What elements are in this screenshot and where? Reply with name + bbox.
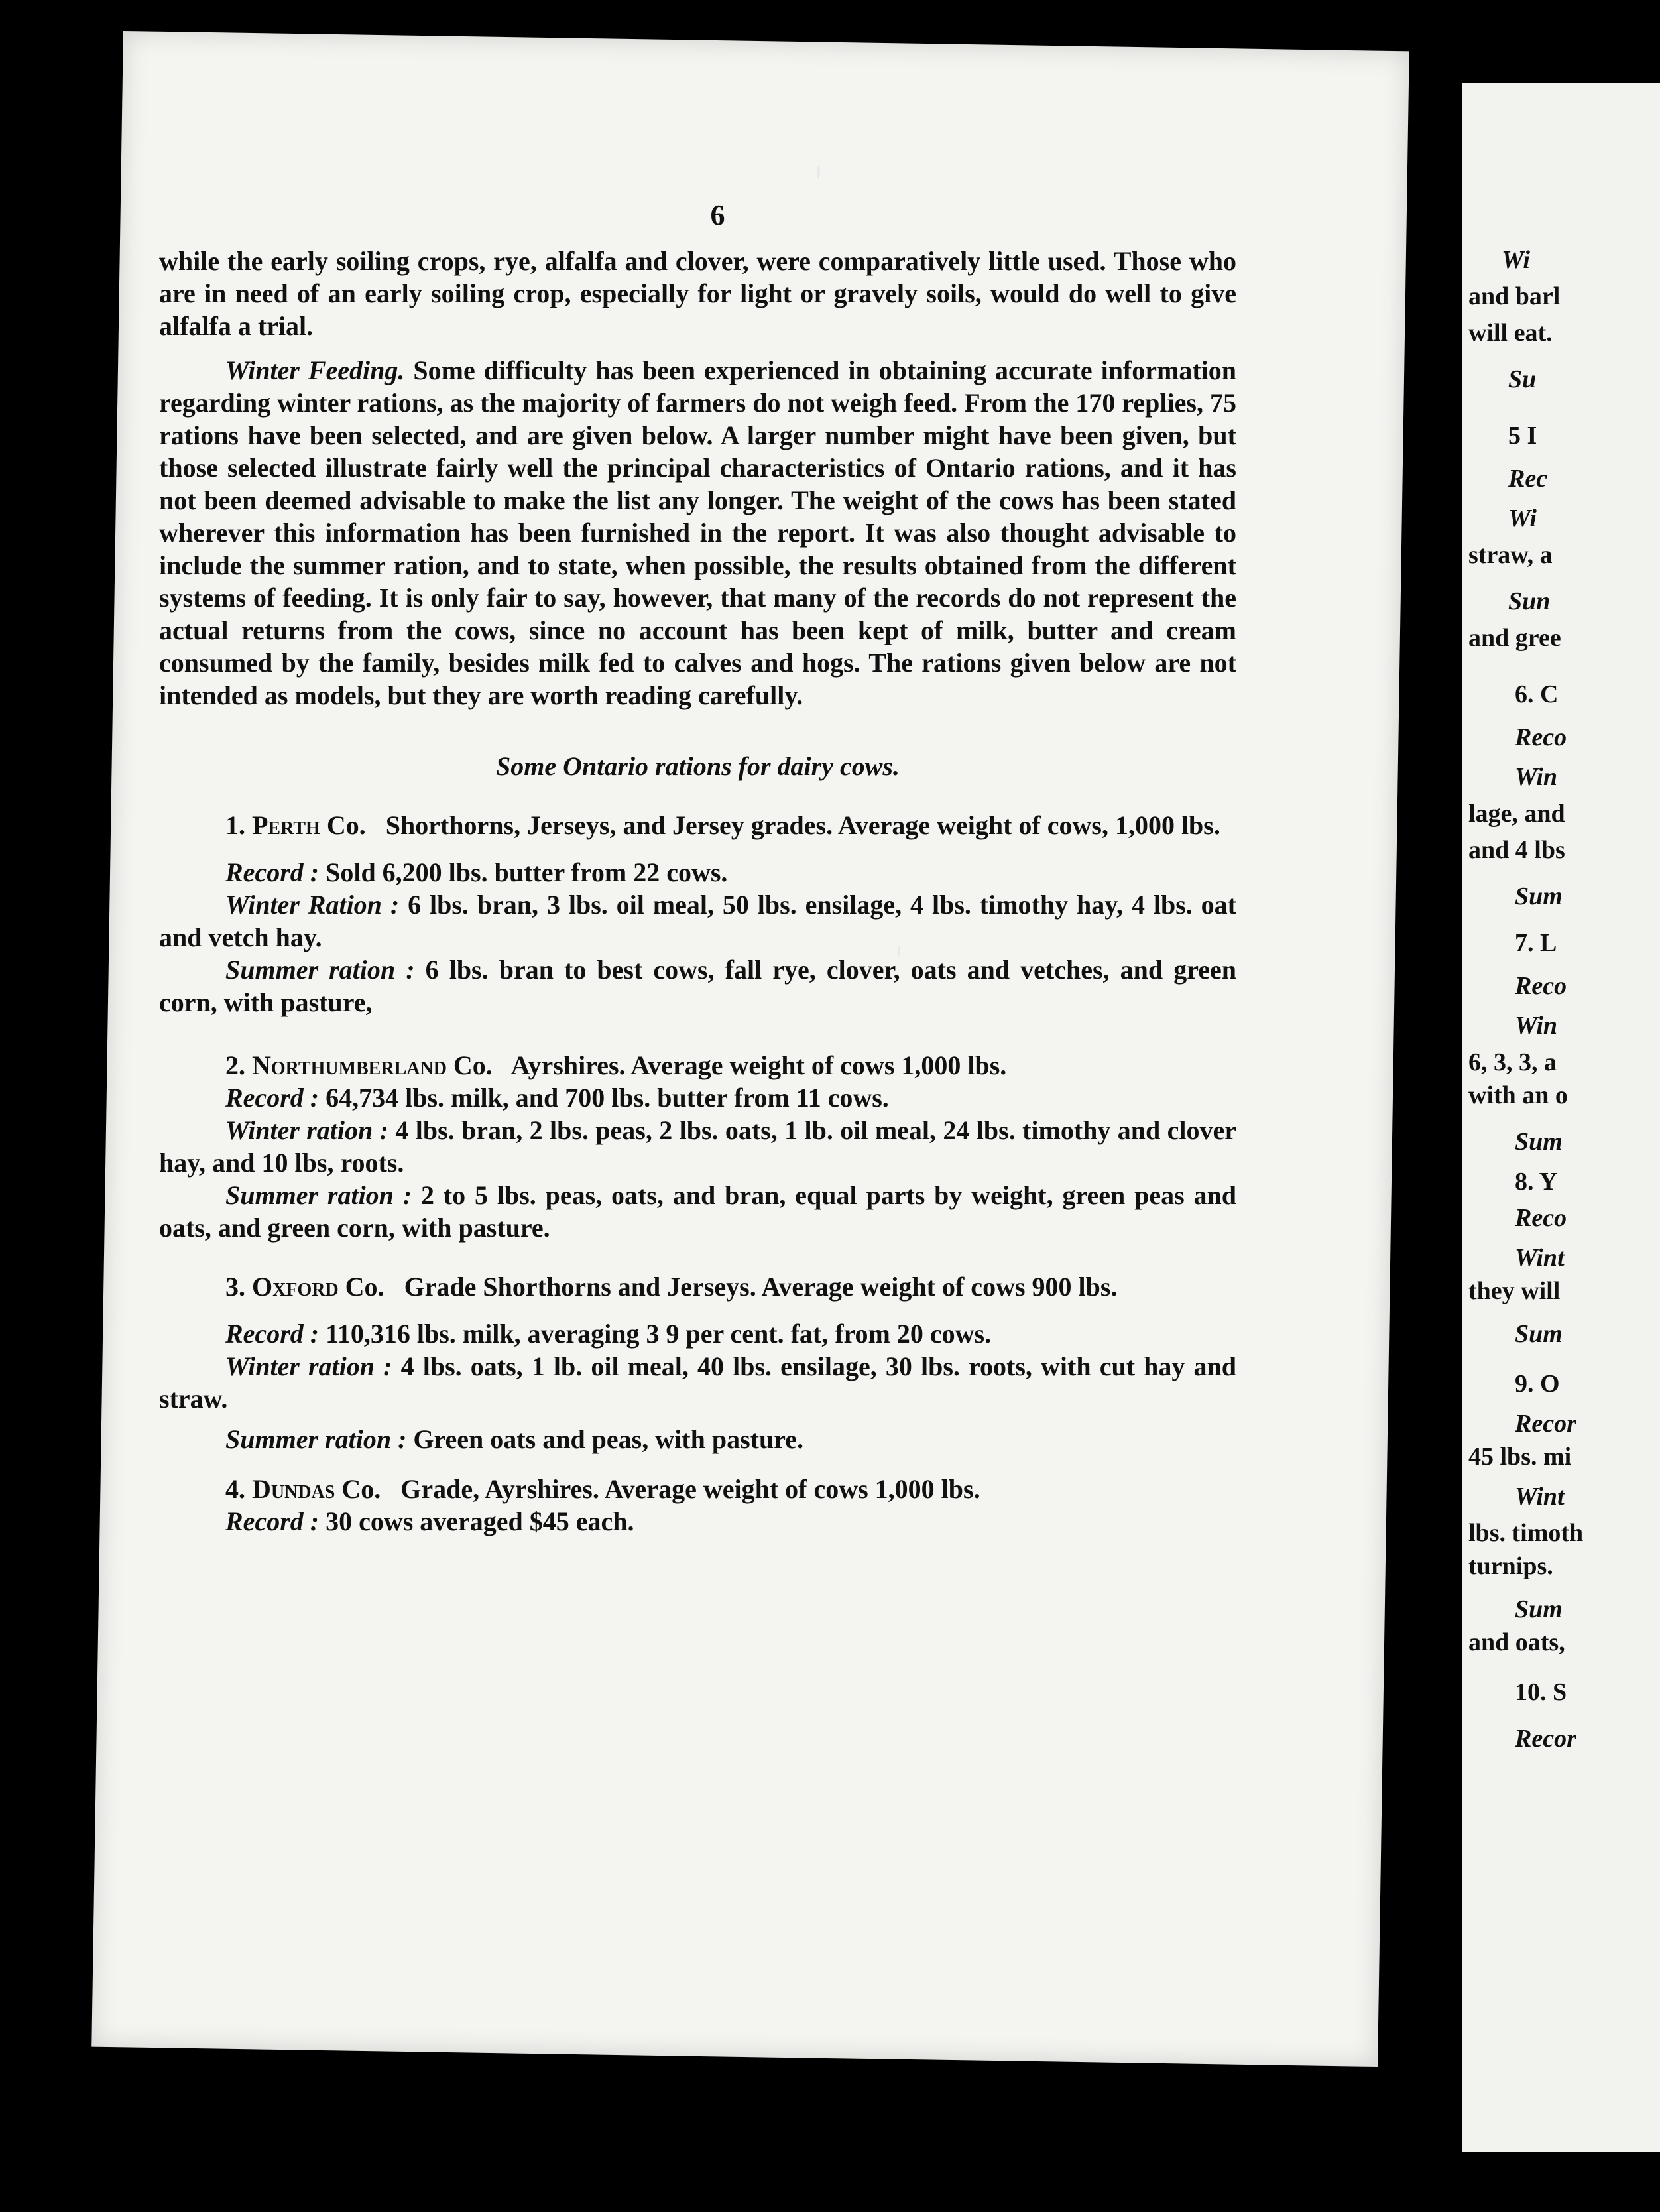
- facing-page-text-fragment: 7. L: [1515, 929, 1557, 957]
- entry-heading: [159, 1270, 1236, 1303]
- facing-page-text-fragment: 10. S: [1515, 1678, 1567, 1706]
- winter-text: 4 lbs. oats, 1 lb. oil meal, 40 lbs. ensilage, 30 lbs. roots, with cut hay and straw.: [159, 1351, 1237, 1414]
- ration-entry: [159, 1049, 1236, 1244]
- facing-page-text-fragment: Reco: [1515, 1204, 1567, 1232]
- entry-number: 1.: [225, 810, 245, 840]
- ration-entry: [159, 1473, 1236, 1538]
- facing-page-text-fragment: Wi: [1502, 246, 1530, 274]
- facing-page-text-fragment: Recor: [1515, 1725, 1576, 1752]
- summer-label: Summer ration :: [225, 1424, 407, 1454]
- entry-description: Grade, Ayrshires. Average weight of cows 1,000 lbs.: [400, 1474, 980, 1504]
- facing-page-text-fragment: Recor: [1515, 1410, 1576, 1438]
- facing-page-text-fragment: Win: [1515, 1012, 1558, 1040]
- ration-entry: [159, 809, 1236, 1018]
- entry-county: Oxford: [252, 1272, 339, 1302]
- entry-record: [159, 1505, 1236, 1538]
- summer-text: 2 to 5 lbs. peas, oats, and bran, equal parts by weight, green peas and oats, and green corn, with pasture.: [159, 1180, 1237, 1243]
- record-label: Record :: [225, 1319, 320, 1349]
- facing-page-text-fragment: Win: [1515, 763, 1558, 791]
- facing-page-text-fragment: Reco: [1515, 723, 1567, 751]
- summer-text: 6 lbs. bran to best cows, fall rye, clover, oats and vetches, and green corn, with pasture,: [159, 955, 1236, 1017]
- intro-paragraph: while the early soiling crops, rye, alfalfa and clover, were comparatively little used. Those who are in need of an early soiling crop, especially for light or gravely soils, would do well to give alfalfa a trial.: [159, 246, 1236, 341]
- facing-page-text-fragment: Reco: [1515, 972, 1567, 1000]
- facing-page-text-fragment: Su: [1508, 365, 1537, 393]
- facing-page-text-fragment: will eat.: [1468, 319, 1553, 347]
- facing-page-fragment: [1462, 83, 1660, 2152]
- page-text: [159, 199, 1236, 1538]
- entry-record: [159, 856, 1236, 889]
- summer-label: Summer ration :: [225, 1180, 412, 1210]
- entry-heading: [159, 1049, 1236, 1081]
- entry-co: Co.: [453, 1050, 493, 1080]
- record-text: 110,316 lbs. milk, averaging 3 9 per cent. fat, from 20 cows.: [326, 1319, 992, 1349]
- scan-speck: [817, 164, 820, 179]
- facing-page-text-fragment: Wi: [1508, 505, 1537, 532]
- winter-feeding-paragraph: [159, 354, 1236, 711]
- entry-number: 2.: [225, 1050, 245, 1080]
- record-text: Sold 6,200 lbs. butter from 22 cows.: [326, 857, 728, 887]
- entry-heading: [159, 1473, 1236, 1505]
- summer-text: Green oats and peas, with pasture.: [413, 1424, 803, 1454]
- facing-page-text-fragment: 45 lbs. mi: [1468, 1443, 1572, 1471]
- entry-summer: [159, 1423, 1236, 1455]
- facing-page-text-fragment: they will: [1468, 1277, 1561, 1305]
- section-title: Some Ontario rations for dairy cows.: [496, 751, 900, 781]
- facing-page-text-fragment: Rec: [1508, 465, 1548, 493]
- page-gutter: [1439, 66, 1465, 2155]
- facing-page-text-fragment: lbs. timoth: [1468, 1519, 1584, 1547]
- facing-page-text-fragment: and barl: [1468, 282, 1561, 310]
- entry-description: Grade Shorthorns and Jerseys. Average weight of cows 900 lbs.: [404, 1272, 1118, 1302]
- entry-co: Co.: [326, 810, 366, 840]
- entry-number: 3.: [225, 1272, 245, 1302]
- ration-entry: [159, 1270, 1236, 1455]
- entry-record: [159, 1081, 1236, 1114]
- entry-winter: [159, 1350, 1236, 1415]
- facing-page-text-fragment: 6. C: [1515, 680, 1559, 708]
- winter-feeding-heading: Winter Feeding.: [225, 355, 405, 385]
- entry-winter: [159, 889, 1236, 953]
- facing-page-text-fragment: Sum: [1515, 1320, 1563, 1348]
- record-text: 30 cows averaged $45 each.: [326, 1506, 634, 1536]
- entry-description: Shorthorns, Jerseys, and Jersey grades. Average weight of cows, 1,000 lbs.: [385, 810, 1220, 840]
- page-number: 6: [710, 199, 725, 231]
- facing-page-text-fragment: straw, a: [1468, 541, 1553, 569]
- entry-co: Co.: [341, 1474, 381, 1504]
- winter-label: Winter Ration :: [225, 890, 400, 920]
- winter-text: 4 lbs. bran, 2 lbs. peas, 2 lbs. oats, 1 lb. oil meal, 24 lbs. timothy and clover hay, and 10 lbs, roots.: [159, 1115, 1237, 1178]
- facing-page-text-fragment: and oats,: [1468, 1628, 1565, 1656]
- facing-page-text-fragment: lage, and: [1468, 800, 1565, 828]
- facing-page-text-fragment: 6, 3, 3, a: [1468, 1048, 1557, 1076]
- facing-page-text-fragment: Sum: [1515, 883, 1563, 910]
- entry-number: 4.: [225, 1474, 245, 1504]
- record-label: Record :: [225, 1083, 320, 1113]
- entry-county: Dundas: [252, 1474, 335, 1504]
- winter-text: 6 lbs. bran, 3 lbs. oil meal, 50 lbs. ensilage, 4 lbs. timothy hay, 4 lbs. oat and vetch hay.: [159, 890, 1236, 952]
- entry-heading: [159, 809, 1236, 841]
- facing-page-text-fragment: 9. O: [1515, 1370, 1560, 1398]
- entry-county: Perth: [252, 810, 320, 840]
- facing-page-text-fragment: Sum: [1515, 1128, 1563, 1156]
- entry-co: Co.: [345, 1272, 385, 1302]
- entry-winter: [159, 1114, 1236, 1179]
- record-label: Record :: [225, 1506, 320, 1536]
- facing-page-text-fragment: turnips.: [1468, 1552, 1553, 1580]
- facing-page-text-fragment: 8. Y: [1515, 1168, 1558, 1196]
- facing-page-text-fragment: and gree: [1468, 624, 1561, 652]
- record-label: Record :: [225, 857, 320, 887]
- winter-label: Winter ration :: [225, 1351, 392, 1381]
- entry-record: [159, 1318, 1236, 1350]
- record-text: 64,734 lbs. milk, and 700 lbs. butter from 11 cows.: [326, 1083, 889, 1113]
- entry-county: Northumberland: [252, 1050, 447, 1080]
- facing-page-text-fragment: with an o: [1468, 1081, 1568, 1109]
- facing-page-text-fragment: Wint: [1515, 1244, 1565, 1272]
- winter-feeding-body: Some difficulty has been experienced in obtaining accurate information regarding winter rations, as the majority of farmers do not weigh feed. From the 170 replies, 75 rations have been selected, and are given below. A larger number might have been given, but those selected illustrate fairly well the principal characteristics of Ontario rations, and it has not been deemed advisable to make the list any longer. The weight of the cows has been stated wherever this information has been furnished in the report. It was also thought advisable to include the summer ration, and to state, when possible, the results obtained from the different systems of feeding. It is only fair to say, however, that many of the records do not represent the actual returns from the cows, since no account has been kept of milk, butter and cream consumed by the family, besides milk fed to calves and hogs. The rations given below are not intended as models, but they are worth reading carefully.: [159, 355, 1237, 710]
- facing-page-text-fragment: and 4 lbs: [1468, 836, 1565, 864]
- facing-page-text-fragment: Sun: [1508, 587, 1551, 615]
- winter-label: Winter ration :: [225, 1115, 388, 1145]
- facing-page-text-fragment: Wint: [1515, 1483, 1565, 1510]
- summer-label: Summer ration :: [225, 955, 415, 985]
- entry-summer: [159, 953, 1236, 1018]
- entry-description: Ayrshires. Average weight of cows 1,000 lbs.: [510, 1050, 1007, 1080]
- entry-summer: [159, 1179, 1236, 1244]
- facing-page-text-fragment: Sum: [1515, 1595, 1563, 1623]
- facing-page-text-fragment: 5 I: [1508, 422, 1537, 450]
